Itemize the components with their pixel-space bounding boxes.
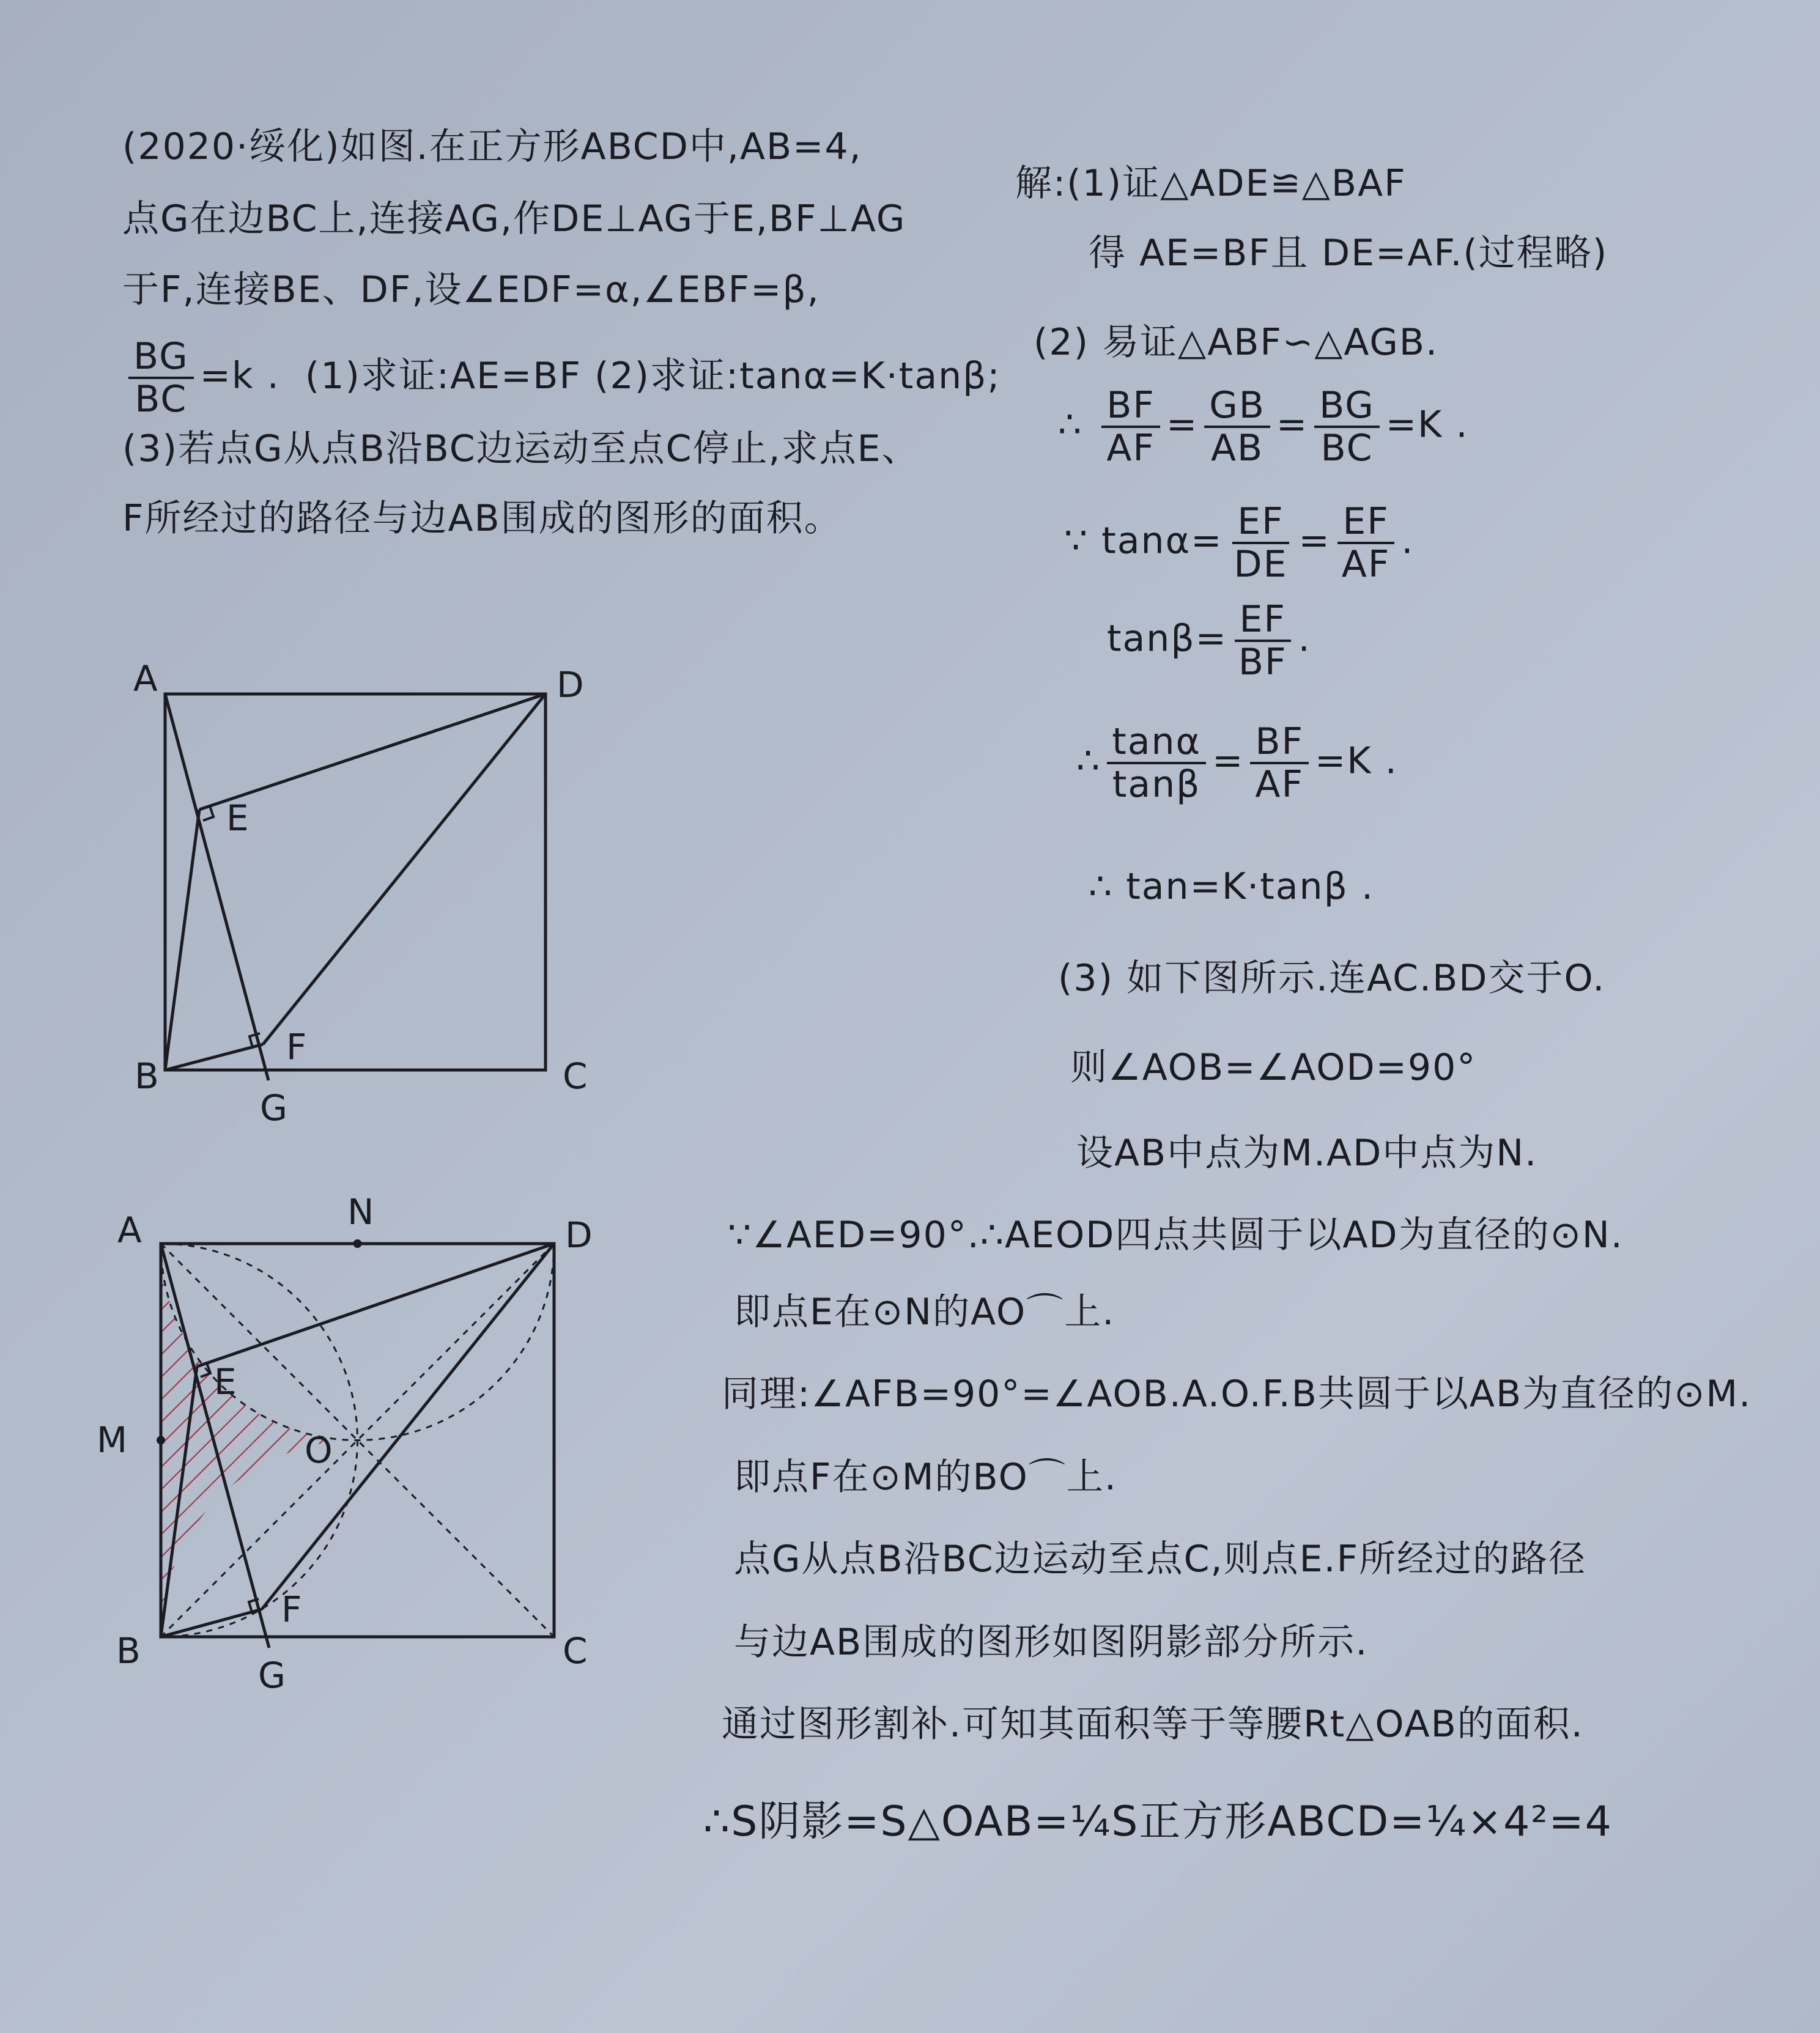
solution-part3-line2: 则∠AOB=∠AOD=90° bbox=[1070, 1046, 1477, 1089]
solution-part3-line10: 通过图形割补.可知其面积等于等腰Rt△OAB的面积. bbox=[722, 1703, 1584, 1746]
segment-bf-2 bbox=[161, 1609, 262, 1637]
vertex-label-c: C bbox=[563, 1055, 588, 1097]
segment-de bbox=[199, 694, 546, 810]
problem-line-5: (3)若点G从点B沿BC边运动至点C停止,求点E、 bbox=[122, 427, 920, 470]
midpoint-n bbox=[353, 1239, 362, 1248]
figure-1-square-diagram bbox=[110, 660, 660, 1137]
segment-bf bbox=[165, 1044, 263, 1070]
vertex-label-d-2: D bbox=[565, 1214, 593, 1256]
point-label-e: E bbox=[226, 797, 249, 839]
point-label-f-2: F bbox=[281, 1588, 302, 1630]
solution-part3-line1: (3) 如下图所示.连AC.BD交于O. bbox=[1058, 957, 1606, 1000]
point-label-f: F bbox=[286, 1026, 307, 1068]
square-abcd bbox=[165, 694, 546, 1070]
figure-2-locus-diagram bbox=[92, 1198, 642, 1706]
midpoint-m bbox=[157, 1436, 165, 1445]
solution-part3-line4: ∵∠AED=90°.∴AEOD四点共圆于以AD为直径的⊙N. bbox=[728, 1214, 1624, 1256]
point-label-n: N bbox=[347, 1198, 374, 1233]
solution-part3-line7: 即点F在⊙M的BO⌒上. bbox=[734, 1456, 1117, 1499]
point-label-o: O bbox=[305, 1430, 333, 1471]
segment-ag bbox=[165, 694, 268, 1080]
vertex-label-b-2: B bbox=[116, 1630, 141, 1672]
solution-eq-tan-alpha: ∵ tanα= $\frac{EF}{DE}$ = $\frac{EF}{AF}$ . bbox=[1064, 500, 1415, 586]
solution-part3-line9: 与边AB围成的图形如图阴影部分所示. bbox=[734, 1621, 1369, 1664]
solution-part3-line5: 即点E在⊙N的AO⌒上. bbox=[734, 1291, 1115, 1334]
segment-df bbox=[263, 694, 546, 1044]
problem-line-1: (2020·绥化)如图.在正方形ABCD中,AB=4, bbox=[122, 125, 862, 168]
segment-be bbox=[165, 810, 199, 1070]
point-label-g: G bbox=[260, 1087, 287, 1129]
solution-part2-line1: (2) 易证△ABF∽△AGB. bbox=[1034, 321, 1439, 364]
vertex-label-a-2: A bbox=[117, 1209, 142, 1251]
problem-line-2: 点G在边BC上,连接AG,作DE⊥AG于E,BF⊥AG bbox=[122, 197, 906, 240]
segment-df-2 bbox=[262, 1244, 554, 1609]
solution-part3-line6: 同理:∠AFB=90°=∠AOB.A.O.F.B共圆于以AB为直径的⊙M. bbox=[722, 1373, 1752, 1415]
solution-part1-line2: 得 AE=BF且 DE=AF.(过程略) bbox=[1089, 232, 1608, 275]
solution-eq-tan-beta: tanβ= $\frac{EF}{BF}$ . bbox=[1107, 598, 1311, 684]
point-label-g-2: G bbox=[258, 1655, 286, 1696]
point-label-e-2: E bbox=[214, 1361, 237, 1403]
segment-de-2 bbox=[197, 1244, 554, 1367]
solution-part3-line8: 点G从点B沿BC边运动至点C,则点E.F所经过的路径 bbox=[734, 1538, 1587, 1581]
problem-line-4: $\frac{BG}{BC}$ =k . (1)求证:AE=BF (2)求证:tanα=K·tanβ; bbox=[122, 336, 1001, 419]
right-angle-mark-e bbox=[199, 806, 213, 821]
solution-part3-line3: 设AB中点为M.AD中点为N. bbox=[1076, 1132, 1538, 1175]
solution-eq-ratio-tan: ∴ $\frac{\tan\alpha}{\tan\beta}$ = $\frac{BF}{AF}$ =K . bbox=[1076, 720, 1398, 806]
vertex-label-c-2: C bbox=[563, 1630, 588, 1672]
ratio-fraction: $\frac{BG}{BC}$ bbox=[128, 336, 194, 419]
vertex-label-d: D bbox=[557, 664, 584, 706]
solution-eq-ratio: ∴ $\frac{BF}{AF}$ = $\frac{GB}{AB}$ = $\frac{BG}{BC}$ =K . bbox=[1058, 384, 1469, 470]
right-angle-mark-f-2 bbox=[249, 1599, 262, 1612]
solution-eq-conclusion: ∴ tan=K·tanβ . bbox=[1089, 865, 1375, 908]
problem-line-6: F所经过的路径与边AB围成的图形的面积。 bbox=[122, 497, 842, 540]
problem-line-3: 于F,连接BE、DF,设∠EDF=α,∠EBF=β, bbox=[122, 268, 820, 311]
solution-area-result: ∴S阴影=S△OAB=¼S正方形ABCD=¼×4²=4 bbox=[703, 1798, 1613, 1846]
vertex-label-b: B bbox=[135, 1055, 159, 1097]
vertex-label-a: A bbox=[133, 660, 158, 699]
point-label-m: M bbox=[97, 1419, 128, 1461]
solution-part1-line1: 解:(1)证△ADE≌△BAF bbox=[1015, 162, 1407, 205]
